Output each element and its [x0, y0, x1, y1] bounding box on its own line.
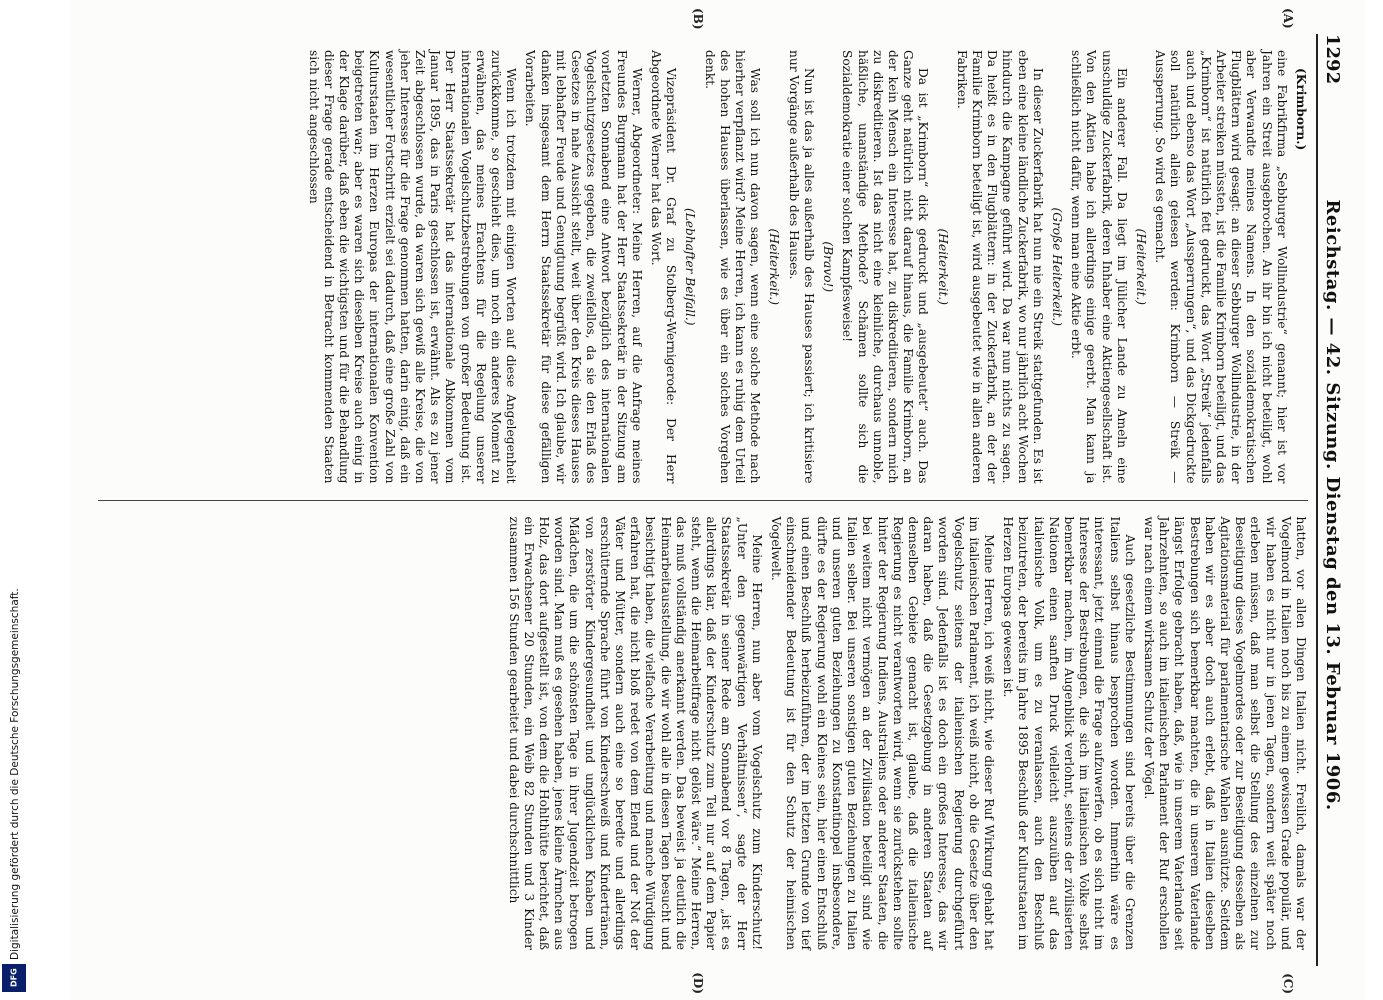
paragraph: Da ist „Krimborn“ dick gedruckt und „ausgebeutet“ auch. Das Ganze geht natürlich nicht darauf hinaus, die Familie Krimborn, an der kein Mensch ein Interesse hat, zu diskreditieren, sondern mich zu diskreditieren. Ist das nicht eine kleinliche, durchaus unnoble, häßliche, unanständige Methode? Schämen sollte sich die Sozialdemokratie einer solchen Kampfesweise!: [840, 50, 931, 484]
margin-marker-b: (B): [691, 8, 705, 30]
right-column: [98, 500, 1308, 967]
interjection: (Große Heiterkeit.): [1049, 207, 1064, 327]
paragraph: Meine Herren, ich weiß nicht, wie dieser Ruf Wirkung gehabt hat im italienischen Parlament, ich weiß nicht, ob die Gesetze über den Vogelschutz seitens der italienischen Regierung durchgeführt worden sind. Jedenfalls ist es doch ein großes Interesse, das wir daran haben, daß die Gesetzgebung in anderen Staaten auf demselben Gebiete gemacht ist, glaube, daß die italienische Regierung es nicht verantworten wird, wenn sie zurückstehen sollte hinter der Regierung Indiens, Australiens oder anderer Staaten, die bei weitem nicht vermögen an der Zivilisation beteiligt sind wie Italien selber. Bei unseren sonstigen guten Beziehungen zu Italien und unseren guten Beziehungen zu Konstantinopel insbesondere, dürfte es der Regierung wohl ein Kleines sein, hier einen Entschluß und einen Beschluß herbeizuführen, der im letzten Grunde von tief einschneidender Bedeutung ist für den Schutz der heimischen Vogelwelt.: [769, 516, 996, 950]
presiding-statement: Vizepräsident Dr. Graf zu Stolberg-Wernigerode: Der Herr Abgeordnete Werner hat das Wort.: [649, 50, 679, 484]
paragraph: Was soll ich nun davon sagen, wenn eine solche Methode nach hierher verpflanzt wird? Meine Herren, ich kann es ruhig dem Urteil des hohen Hauses überlassen, wie es über ein solches Vorgehen denkt.: [702, 50, 763, 484]
interjection: (Bravo!): [821, 241, 836, 293]
interjection: (Heiterkeit.): [767, 228, 782, 305]
paragraph: hatten, vor allen Dingen Italien nicht. Freilich, damals war der Vogelmord in Italien noch bis zu einem gewissen Grade populär, und wir haben es nicht nur in jenen Tagen, sondern weit später noch erleben müssen, daß man selbst die Stellung des einzelnen zur Beseitigung dieses Vogelmordes oder zur Beseitigung desselben als Agitationsmaterial für parlamentarische Wahlen ausnützte. Seitdem haben wir es aber doch auch erlebt, daß in Italien dieselben Bestrebungen sich bemerkbar machten, die in unserem Vaterlande längst Erfolge gebracht haben, daß, wie in unserem Vaterlande seit Jahrzehnten, so auch im italienischen Parlament der Ruf erschollen war nach einem wirksamen Schutz der Vögel.: [1141, 516, 1308, 950]
paragraph: Auch gesetzliche Bestimmungen sind bereits über die Grenzen Italiens selbst hinaus besprochen worden. Immerhin wäre es interessant, jetzt einmal die Frage aufzuwerfen, ob es sich nicht im Interesse der Bestrebungen, die sich im italienischen Volke selbst bemerkbar machen, im Augenblick verlohnt, seitens der zivilisierten Nationen einen sanften Druck vielleicht auszuüben auf das italienische Volk, um es zu veranlassen, auch den Beschluß beizutreten, der bereits im Jahre 1895 Beschluß der Kulturstaaten im Herzen Europas gewesen ist.: [1001, 516, 1137, 950]
paragraph: In dieser Zuckerfabrik hat nun nie ein Streik stattgefunden. Es ist eben eine kleine ländliche Zuckerfabrik, wo nur jährlich acht Wochen hindurch die Kampagne geführt wird. Da war nun nichts zu sagen. Da heißt es in den Flugblättern: in der Zuckerfabrik, an der der Familie Krimborn beteiligt ist, wird ausgebeutet wie in allen anderen Fabriken.: [954, 50, 1045, 484]
speaker-topic: (Krimborn.): [1294, 68, 1308, 151]
page-title: Reichstag. — 42. Sitzung. Dienstag den 13. Februar 1906.: [1322, 199, 1343, 811]
scanned-page: [70, 0, 1365, 1000]
digitization-attribution: Digitalisierung gefördert durch die Deutsche Forschungsgemeinschaft.: [9, 588, 21, 960]
paragraph: Nun ist das ja alles außerhalb des Hauses passiert; ich kritisiere nur Vorgänge außerhalb des Hauses.: [786, 50, 816, 484]
margin-marker-c: (C): [1281, 973, 1295, 994]
paragraph: Meine Herren, nun aber vom Vogelschutz zum Kinderschutz! „Unter den gegenwärtigen Verhältnissen“, sagte der Herr Staatssekretär in seiner Rede am Sonnabend vor 8 Tagen, „ist es allerdings klar, daß der Kinderschutz zum Teil nur auf dem Papier steht, wenn die Heimarbeitfrage nicht gelöst wäre.“ Meine Herren, das muß vollständig anerkannt werden. Das beweist ja deutlich die Heimarbeitausstellung, die wir wohl alle in diesen Tagen besucht und besichtigt haben, die vielfache Verarbeitung und manche Würdigung erfahren hat, die nicht bloß redet von dem Elend und der Not der Väter und Mütter, sondern auch eine so beredte und allerdings erschütternde Sprache führt von Kinderschweiß und Kindertränen, von zerstörter Kindergesundheit und unglücklichen Knaben und Mädchen, die um die schönsten Tage in ihrer Jugendzeit betrogen worden sind. Man muß es gesehen haben, jenes kleine Ärmchen aus Holz, das dort aufgestellt ist, von dem die Hohlthütte berichtet, daß ein Erwachsener 20 Stunden, ein Weib 82 Stunden und 3 Kinder zusammen 156 Stunden gearbeitet und dabei durchschnittlich: [506, 516, 764, 950]
interjection: (Lebhafter Beifall.): [683, 207, 698, 326]
text-columns: [98, 34, 1308, 966]
margin-marker-d: (D): [691, 972, 705, 994]
page-content: [70, 0, 1365, 1000]
interjection: (Heiterkeit.): [1133, 228, 1148, 305]
paragraph: Wenn ich trotzdem mit einigen Worten auf diese Angelegenheit zurückkomme, so geschieht dies, um noch ein anderes Moment zu erwähnen, das meines Erachtens für die Regelung unserer internationalen Vogelschutzbestrebungen von großer Bedeutung ist. Der Herr Staatssekretär hat das internationale Abkommen vom Januar 1895, das in Paris geschlossen ist, erwähnt. Als es zu jener Zeit abgeschlossen wurde, da waren sich gewiß alle Kreise, die von jeher Interesse für die Frage genommen hatten, darin einig, daß ein wesentlicher Fortschritt erzielt sei dadurch, daß eine große Zahl von Kulturstaaten im Herzen Europas der internationalen Konvention beigetreten war; aber es waren sich dieselben Kreise auch einig in der Klage darüber, daß eben die wichtigsten und für die Behandlung dieser Frage gerade entscheidend in Betracht kommenden Staaten sich nicht angeschlossen: [306, 50, 519, 484]
paragraph: eine Fabrikfirma „Sebburger Wollindustrie“ genannt; hier ist vor Jahren ein Streit ausgebrochen. An ihr bin ich nicht beteiligt, wohl aber Verwandte meines Namens. In den sozialdemokratischen Flugblättern wird gesagt: an dieser Sebburger Wollindustrie, in der Arbeiter streiken müssten, ist die Familie Krimborn beteiligt, und das „Krimborn“ ist natürlich fett gedruckt, das Wort „Streik“ jedenfalls auch und ebenso das Wort „Aussperrungen“, und das Dickgedruckte soll natürlich allein gelesen werden: Krimborn — Streik — Aussperrung. So wird es gemacht.: [1153, 50, 1289, 484]
left-column: [98, 34, 1308, 500]
dfg-logo: DFG: [2, 964, 26, 992]
page-header: [1316, 34, 1343, 966]
paragraph: Ein anderer Fall. Da liegt im Jülicher Lande zu Ameln eine unschuldige Zuckerfabrik, deren Inhaber eine Aktiengesellschaft ist. Von den Aktien habe ich allerdings einige geerbt. Man kann ja schließlich nicht dafür, wenn man eine Aktie erbt.: [1069, 50, 1129, 484]
interjection: (Heiterkeit.): [935, 228, 950, 305]
speech-opening: Werner, Abgeordneter: Meine Herren, auf die Anfrage meines Freundes Burgmann hat der Herr Staatssekretär in der Sitzung am vorletzten Sonnabend eine Antwort bezüglich des internationalen Vogelschutzgesetzes gegeben, die zweifellos, da sie den Erlaß des Gesetzes in nahe Aussicht stellt, weit über den Kreis dieses Hauses mit lebhafter Freude und Genugtuung begrüßt wird. Ich glaube, wir danken insgesamt dem Herrn Staatssekretär für diese gefälligen Vorarbeiten.: [523, 50, 644, 484]
margin-marker-a: (A): [1281, 8, 1295, 29]
sidebar: [0, 0, 32, 1000]
page-number: 1292: [1322, 34, 1343, 85]
